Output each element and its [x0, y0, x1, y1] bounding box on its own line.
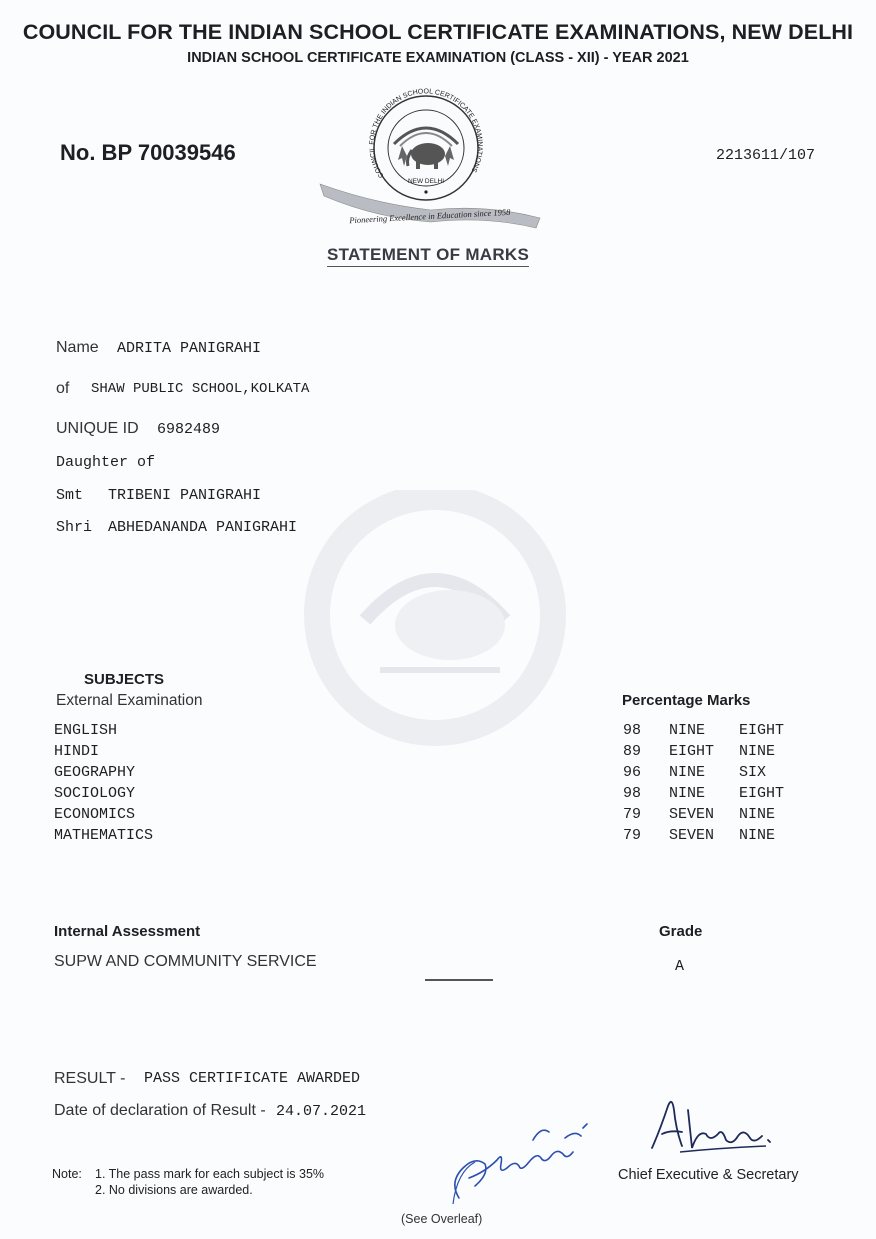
internal-grade: A [675, 958, 685, 975]
officer-title: Chief Executive & Secretary [618, 1167, 799, 1183]
father-name: ABHEDANANDA PANIGRAHI [108, 519, 298, 536]
school-name: SHAW PUBLIC SCHOOL,KOLKATA [91, 381, 310, 397]
marks-tens-word: SEVEN [669, 827, 715, 844]
watermark-emblem [300, 490, 580, 750]
exam-subtitle: INDIAN SCHOOL CERTIFICATE EXAMINATION (CLASS - XII) - YEAR 2021 [187, 50, 689, 66]
father-label: Shri [56, 519, 93, 536]
statement-title: STATEMENT OF MARKS [327, 245, 529, 267]
marks-units-word: NINE [739, 743, 776, 760]
scan-mark [425, 979, 493, 981]
note-label: Note: [52, 1167, 82, 1181]
grade-heading: Grade [659, 923, 703, 940]
subject-name: ENGLISH [54, 722, 118, 739]
serial-number: No. BP 70039546 [60, 140, 236, 165]
marks-heading: Percentage Marks [622, 692, 751, 709]
subject-name: HINDI [54, 743, 100, 760]
table-row [54, 720, 814, 741]
marks-units-word: EIGHT [739, 785, 785, 802]
subject-marks: 96 [623, 764, 642, 781]
name-label: Name [56, 339, 99, 356]
table-row [54, 741, 814, 762]
subject-name: ECONOMICS [54, 806, 136, 823]
unique-id-label: UNIQUE ID [56, 420, 139, 437]
logo-city: NEW DELHI [407, 178, 445, 185]
table-row [54, 762, 814, 783]
marks-units-word: SIX [739, 764, 767, 781]
external-exam-label: External Examination [56, 692, 203, 709]
council-name: COUNCIL FOR THE INDIAN SCHOOL CERTIFICATE EXAMINATIONS, NEW DELHI [22, 20, 854, 44]
table-row [54, 825, 814, 846]
result-value: PASS CERTIFICATE AWARDED [144, 1070, 361, 1087]
relation-label: Daughter of [56, 454, 156, 471]
school-label: of [56, 380, 70, 397]
candidate-signature [445, 1112, 605, 1207]
marks-tens-word: NINE [669, 722, 706, 739]
council-logo [316, 86, 546, 236]
subject-marks: 98 [623, 785, 642, 802]
unique-id: 6982489 [157, 421, 221, 438]
logo-motto: Pioneering Excellence in Education since 1958 [349, 206, 511, 226]
table-row [54, 783, 814, 804]
logo-ring-text: COUNCIL FOR THE INDIAN SCHOOL CERTIFICATE EXAMINATIONS [368, 88, 484, 179]
marks-units-word: EIGHT [739, 722, 785, 739]
subject-name: MATHEMATICS [54, 827, 154, 844]
subject-name: SOCIOLOGY [54, 785, 136, 802]
internal-assessment-heading: Internal Assessment [54, 923, 201, 940]
marks-tens-word: NINE [669, 785, 706, 802]
declaration-date: 24.07.2021 [276, 1103, 367, 1120]
candidate-name: ADRITA PANIGRAHI [117, 340, 262, 357]
marks-tens-word: NINE [669, 764, 706, 781]
result-label: RESULT - [54, 1070, 126, 1087]
marks-tens-word: SEVEN [669, 806, 715, 823]
mother-label: Smt [56, 487, 84, 504]
internal-subject: SUPW AND COMMUNITY SERVICE [54, 953, 317, 970]
table-row [54, 804, 814, 825]
subject-marks: 79 [623, 827, 642, 844]
marks-table [54, 720, 814, 846]
note-item: 1. The pass mark for each subject is 35% [95, 1167, 325, 1181]
note-item: 2. No divisions are awarded. [95, 1183, 253, 1197]
subject-marks: 79 [623, 806, 642, 823]
see-overleaf: (See Overleaf) [401, 1212, 483, 1226]
subject-name: GEOGRAPHY [54, 764, 136, 781]
marks-tens-word: EIGHT [669, 743, 715, 760]
declaration-date-label: Date of declaration of Result - [54, 1102, 266, 1119]
mother-name: TRIBENI PANIGRAHI [108, 487, 262, 504]
subject-marks: 98 [623, 722, 642, 739]
subjects-heading: SUBJECTS [84, 671, 165, 688]
reference-number: 2213611/107 [716, 147, 816, 164]
subject-marks: 89 [623, 743, 642, 760]
marks-units-word: NINE [739, 827, 776, 844]
officer-signature [640, 1090, 780, 1160]
marks-units-word: NINE [739, 806, 776, 823]
